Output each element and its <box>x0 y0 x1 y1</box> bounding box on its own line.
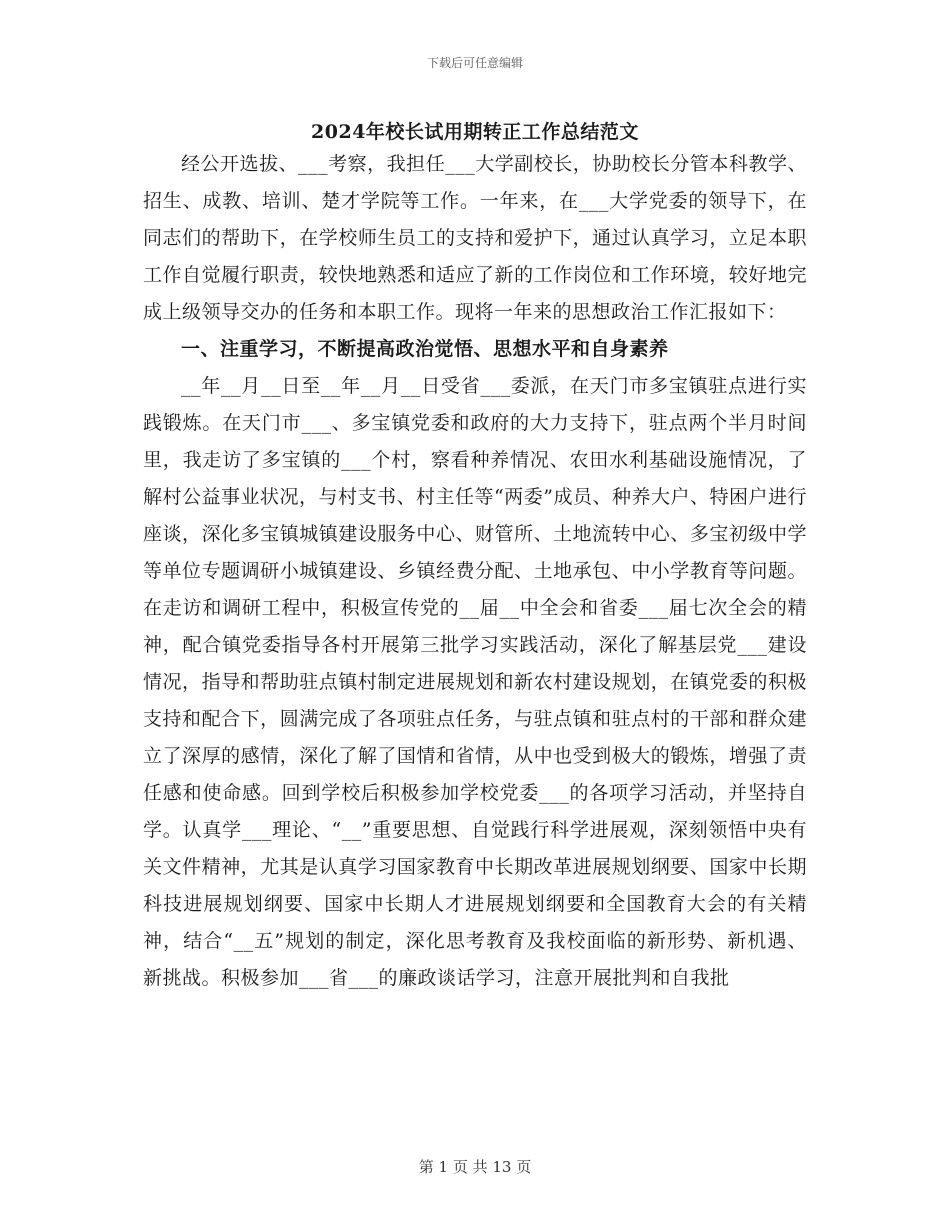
intro-paragraph: 经公开选拔、___考察，我担任___大学副校长，协助校长分管本科教学、招生、成教、培训、楚才学院等工作。一年来，在___大学党委的领导下，在同志们的帮助下，在学校师生员工的支持和爱护下，通过认真学习，立足本职工作自觉履行职责，较快地熟悉和适应了新的工作岗位和工作环境，较好地完成上级领导交办的任务和本职工作。现将一年来的思想政治工作汇报如下： <box>143 153 807 323</box>
section-1-paragraph: __年__月__日至__年__月__日受省___委派，在天门市多宝镇驻点进行实践锻炼。在天门市___、多宝镇党委和政府的大力支持下，驻点两个半月时间里，我走访了多宝镇的___个村，察看种养情况、农田水利基础设施情况，了解村公益事业状况，与村支书、村主任等“两委”成员、种养大户、特困户进行座谈，深化多宝镇城镇建设服务中心、财管所、土地流转中心、多宝初级中学等单位专题调研小城镇建设、乡镇经费分配、土地承包、中小学教育等问题。在走访和调研工程中，积极宣传党的__届__中全会和省委___届七次全会的精神，配合镇党委指导各村开展第三批学习实践活动，深化了解基层党___建设情况，指导和帮助驻点镇村制定进展规划和新农村建设规划，在镇党委的积极支持和配合下，圆满完成了各项驻点任务，与驻点镇和驻点村的干部和群众建立了深厚的感情，深化了解了国情和省情，从中也受到极大的锻炼，增强了责任感和使命感。回到学校后积极参加学校党委___的各项学习活动，并坚持自学。认真学___理论、“__”重要思想、自觉践行科学进展观，深刻领悟中央有关文件精神，尤其是认真学习国家教育中长期改革进展规划纲要、国家中长期科技进展规划纲要、国家中长期人才进展规划纲要和全国教育大会的有关精神，结合“__五”规划的制定，深化思考教育及我校面临的新形势、新机遇、新挑战。积极参加___省___的廉政谈话学习，注意开展批判和自我批 <box>143 375 807 989</box>
page-header-note: 下载后可任意编辑 <box>426 56 523 70</box>
page-footer-number: 第 1 页 共 13 页 <box>418 1158 532 1176</box>
section-heading-1: 一、注重学习，不断提高政治觉悟、思想水平和自身素养 <box>181 338 669 360</box>
document-title: 2024年校长试用期转正工作总结范文 <box>311 121 639 143</box>
document-body <box>143 146 807 997</box>
